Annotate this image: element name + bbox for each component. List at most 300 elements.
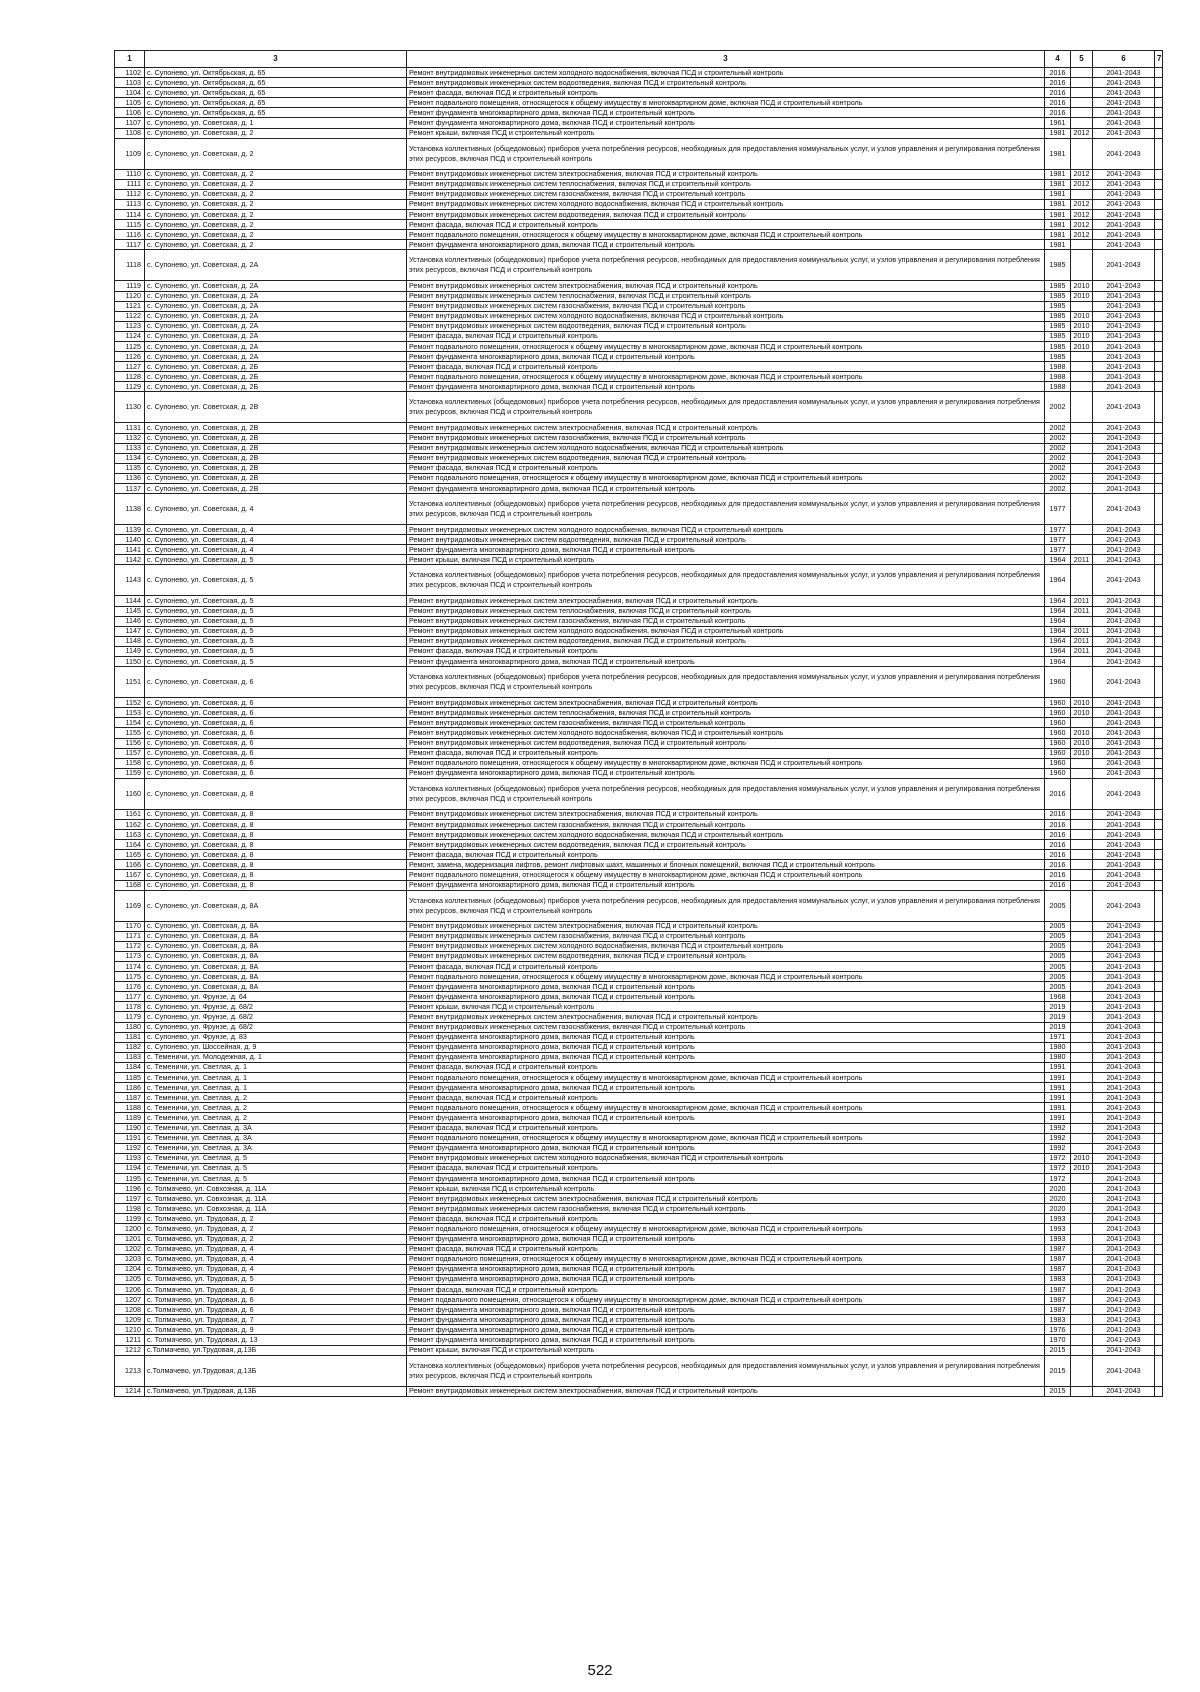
row-number-cell: 1169 [115,890,145,921]
row-number-cell: 1104 [115,88,145,98]
work-type-cell: Ремонт подвального помещения, относящегося к общему имуществу в многоквартирном доме, включая ПСД и строительный контроль [407,1133,1045,1143]
work-type-cell: Ремонт внутридомовых инженерных систем теплоснабжения, включая ПСД и строительный контроль [407,291,1045,301]
planned-period-cell: 2041-2043 [1093,1062,1155,1072]
build-year-cell: 1960 [1045,738,1071,748]
last-repair-year-cell [1071,473,1093,483]
blank-cell [1155,1103,1163,1113]
last-repair-year-cell [1071,1143,1093,1153]
last-repair-year-cell [1071,809,1093,819]
work-type-cell: Ремонт внутридомовых инженерных систем газоснабжения, включая ПСД и строительный контроль [407,819,1045,829]
build-year-cell: 1970 [1045,1335,1071,1345]
planned-period-cell: 2041-2043 [1093,1012,1155,1022]
address-cell: с. Теменичи, ул. Светлая, д. 5 [145,1173,407,1183]
blank-cell [1155,1093,1163,1103]
planned-period-cell: 2041-2043 [1093,748,1155,758]
blank-cell [1155,809,1163,819]
table-row [115,1032,1163,1042]
planned-period-cell: 2041-2043 [1093,210,1155,220]
row-number-cell: 1189 [115,1113,145,1123]
table-row [115,423,1163,433]
blank-cell [1155,708,1163,718]
blank-cell [1155,1153,1163,1163]
build-year-cell: 2005 [1045,972,1071,982]
planned-period-cell: 2041-2043 [1093,1285,1155,1295]
work-type-cell: Ремонт фасада, включая ПСД и строительный контроль [407,1163,1045,1173]
work-type-cell: Установка коллективных (общедомовых) приборов учета потребления ресурсов, необходимых для предоставления коммунальных услуг, и узлов управления и регулирования потребления этих ресурсов, включая ПСД и строительный контроль [407,778,1045,809]
last-repair-year-cell [1071,972,1093,982]
build-year-cell: 1960 [1045,698,1071,708]
blank-cell [1155,1062,1163,1072]
address-cell: с. Супонево, ул. Советская, д. 2А [145,281,407,291]
build-year-cell: 2002 [1045,484,1071,494]
last-repair-year-cell [1071,1264,1093,1274]
work-type-cell: Ремонт фундамента многоквартирного дома, включая ПСД и строительный контроль [407,545,1045,555]
last-repair-year-cell [1071,657,1093,667]
build-year-cell: 1960 [1045,768,1071,778]
last-repair-year-cell [1071,921,1093,931]
last-repair-year-cell [1071,1032,1093,1042]
row-number-cell: 1192 [115,1143,145,1153]
table-row [115,331,1163,341]
work-type-cell: Ремонт фасада, включая ПСД и строительный контроль [407,1285,1045,1295]
build-year-cell: 2016 [1045,809,1071,819]
table-row [115,1285,1163,1295]
address-cell: с. Супонево, ул. Советская, д. 2В [145,443,407,453]
work-type-cell: Установка коллективных (общедомовых) приборов учета потребления ресурсов, необходимых для предоставления коммунальных услуг, и узлов управления и регулирования потребления этих ресурсов, включая ПСД и строительный контроль [407,250,1045,281]
planned-period-cell: 2041-2043 [1093,616,1155,626]
work-type-cell: Ремонт фасада, включая ПСД и строительный контроль [407,1093,1045,1103]
row-number-cell: 1117 [115,240,145,250]
last-repair-year-cell [1071,138,1093,169]
address-cell: с. Толмачево, ул. Трудовая, д. 13 [145,1335,407,1345]
address-cell: с. Толмачево, ул. Трудовая, д. 4 [145,1264,407,1274]
work-type-cell: Ремонт крыши, включая ПСД и строительный контроль [407,1345,1045,1355]
table-row [115,1204,1163,1214]
blank-cell [1155,1113,1163,1123]
build-year-cell: 2016 [1045,850,1071,860]
row-number-cell: 1182 [115,1042,145,1052]
table-row [115,220,1163,230]
header-cell-3: 3 [407,51,1045,68]
address-cell: с. Супонево, ул. Советская, д. 6 [145,758,407,768]
planned-period-cell: 2041-2043 [1093,1244,1155,1254]
last-repair-year-cell [1071,931,1093,941]
blank-cell [1155,636,1163,646]
address-cell: с. Теменичи, ул. Светлая, д. 3А [145,1123,407,1133]
table-row [115,616,1163,626]
work-type-cell: Ремонт внутридомовых инженерных систем водоотведения, включая ПСД и строительный контроль [407,951,1045,961]
blank-cell [1155,860,1163,870]
blank-cell [1155,179,1163,189]
build-year-cell: 2002 [1045,423,1071,433]
table-row [115,291,1163,301]
row-number-cell: 1114 [115,210,145,220]
planned-period-cell: 2041-2043 [1093,1335,1155,1345]
planned-period-cell: 2041-2043 [1093,1173,1155,1183]
row-number-cell: 1103 [115,78,145,88]
build-year-cell: 1972 [1045,1153,1071,1163]
build-year-cell: 1977 [1045,525,1071,535]
work-type-cell: Ремонт фундамента многоквартирного дома, включая ПСД и строительный контроль [407,657,1045,667]
work-type-cell: Ремонт внутридомовых инженерных систем водоотведения, включая ПСД и строительный контроль [407,535,1045,545]
planned-period-cell: 2041-2043 [1093,606,1155,616]
planned-period-cell: 2041-2043 [1093,1214,1155,1224]
work-type-cell: Ремонт фундамента многоквартирного дома, включая ПСД и строительный контроль [407,880,1045,890]
build-year-cell: 2016 [1045,860,1071,870]
last-repair-year-cell: 2011 [1071,555,1093,565]
table-row [115,1254,1163,1264]
build-year-cell: 1960 [1045,728,1071,738]
blank-cell [1155,291,1163,301]
table-row [115,636,1163,646]
build-year-cell: 1987 [1045,1285,1071,1295]
address-cell: с. Супонево, ул. Советская, д. 2 [145,210,407,220]
blank-cell [1155,484,1163,494]
table-row [115,819,1163,829]
build-year-cell: 1981 [1045,169,1071,179]
row-number-cell: 1203 [115,1254,145,1264]
address-cell: с. Супонево, ул. Фрунзе, д. 68/2 [145,1012,407,1022]
build-year-cell: 1991 [1045,1062,1071,1072]
address-cell: с. Супонево, ул. Советская, д. 8А [145,921,407,931]
blank-cell [1155,78,1163,88]
row-number-cell: 1123 [115,321,145,331]
row-number-cell: 1175 [115,972,145,982]
last-repair-year-cell: 2012 [1071,128,1093,138]
address-cell: с. Супонево, ул. Октябрьская, д. 65 [145,68,407,78]
row-number-cell: 1135 [115,463,145,473]
table-row [115,1123,1163,1133]
last-repair-year-cell [1071,1285,1093,1295]
table-row [115,341,1163,351]
last-repair-year-cell: 2012 [1071,230,1093,240]
build-year-cell: 2005 [1045,921,1071,931]
planned-period-cell: 2041-2043 [1093,1355,1155,1386]
address-cell: с.Толмачево, ул.Трудовая, д.13Б [145,1345,407,1355]
last-repair-year-cell [1071,108,1093,118]
build-year-cell: 1981 [1045,179,1071,189]
table-row [115,1103,1163,1113]
address-cell: с. Супонево, ул. Советская, д. 5 [145,657,407,667]
planned-period-cell: 2041-2043 [1093,341,1155,351]
blank-cell [1155,1274,1163,1284]
planned-period-cell: 2041-2043 [1093,1032,1155,1042]
row-number-cell: 1155 [115,728,145,738]
row-number-cell: 1195 [115,1173,145,1183]
address-cell: с. Супонево, ул. Советская, д. 8А [145,890,407,921]
table-row [115,941,1163,951]
blank-cell [1155,331,1163,341]
planned-period-cell: 2041-2043 [1093,1325,1155,1335]
last-repair-year-cell [1071,189,1093,199]
row-number-cell: 1112 [115,189,145,199]
planned-period-cell: 2041-2043 [1093,473,1155,483]
build-year-cell: 2005 [1045,941,1071,951]
table-row [115,1093,1163,1103]
address-cell: с. Супонево, ул. Советская, д. 8А [145,931,407,941]
last-repair-year-cell [1071,98,1093,108]
build-year-cell: 2016 [1045,78,1071,88]
address-cell: с. Супонево, ул. Советская, д. 5 [145,555,407,565]
work-type-cell: Ремонт подвального помещения, относящегося к общему имуществу в многоквартирном доме, включая ПСД и строительный контроль [407,758,1045,768]
last-repair-year-cell [1071,463,1093,473]
blank-cell [1155,748,1163,758]
work-type-cell: Ремонт внутридомовых инженерных систем электроснабжения, включая ПСД и строительный контроль [407,698,1045,708]
last-repair-year-cell [1071,250,1093,281]
address-cell: с. Супонево, ул. Советская, д. 8 [145,850,407,860]
table-row [115,809,1163,819]
work-type-cell: Ремонт внутридомовых инженерных систем электроснабжения, включая ПСД и строительный контроль [407,921,1045,931]
address-cell: с. Супонево, ул. Советская, д. 2 [145,179,407,189]
address-cell: с. Супонево, ул. Советская, д. 4 [145,535,407,545]
last-repair-year-cell [1071,1254,1093,1264]
last-repair-year-cell [1071,1073,1093,1083]
build-year-cell: 1964 [1045,626,1071,636]
build-year-cell: 1977 [1045,545,1071,555]
build-year-cell: 1981 [1045,138,1071,169]
address-cell: с. Супонево, ул. Советская, д. 5 [145,636,407,646]
blank-cell [1155,1234,1163,1244]
blank-cell [1155,667,1163,698]
address-cell: с. Теменичи, ул. Светлая, д. 1 [145,1073,407,1083]
blank-cell [1155,728,1163,738]
address-cell: с. Супонево, ул. Советская, д. 2А [145,301,407,311]
build-year-cell: 1960 [1045,667,1071,698]
table-row [115,982,1163,992]
work-type-cell: Ремонт фундамента многоквартирного дома, включая ПСД и строительный контроль [407,1113,1045,1123]
planned-period-cell: 2041-2043 [1093,982,1155,992]
table-row [115,890,1163,921]
address-cell: с. Супонево, ул. Фрунзе, д. 68/2 [145,1002,407,1012]
blank-cell [1155,1194,1163,1204]
address-cell: с. Супонево, ул. Советская, д. 2В [145,423,407,433]
planned-period-cell: 2041-2043 [1093,1224,1155,1234]
work-type-cell: Ремонт фундамента многоквартирного дома, включая ПСД и строительный контроль [407,240,1045,250]
blank-cell [1155,596,1163,606]
build-year-cell: 1987 [1045,1305,1071,1315]
work-type-cell: Ремонт внутридомовых инженерных систем газоснабжения, включая ПСД и строительный контроль [407,301,1045,311]
table-row [115,1163,1163,1173]
last-repair-year-cell [1071,88,1093,98]
header-cell-5: 5 [1071,51,1093,68]
address-cell: с. Супонево, ул. Советская, д. 2А [145,341,407,351]
planned-period-cell: 2041-2043 [1093,372,1155,382]
address-cell: с. Супонево, ул. Советская, д. 2Б [145,362,407,372]
planned-period-cell: 2041-2043 [1093,189,1155,199]
address-cell: с. Супонево, ул. Советская, д. 8 [145,830,407,840]
planned-period-cell: 2041-2043 [1093,78,1155,88]
blank-cell [1155,1285,1163,1295]
table-row [115,718,1163,728]
build-year-cell: 1964 [1045,606,1071,616]
address-cell: с. Теменичи, ул. Молодежная, д. 1 [145,1052,407,1062]
build-year-cell: 1993 [1045,1214,1071,1224]
work-type-cell: Ремонт фасада, включая ПСД и строительный контроль [407,646,1045,656]
blank-cell [1155,494,1163,525]
blank-cell [1155,240,1163,250]
blank-cell [1155,210,1163,220]
table-row [115,1274,1163,1284]
planned-period-cell: 2041-2043 [1093,1052,1155,1062]
row-number-cell: 1157 [115,748,145,758]
blank-cell [1155,1335,1163,1345]
row-number-cell: 1200 [115,1224,145,1234]
row-number-cell: 1194 [115,1163,145,1173]
address-cell: с. Супонево, ул. Советская, д. 8 [145,809,407,819]
planned-period-cell: 2041-2043 [1093,1153,1155,1163]
last-repair-year-cell [1071,1305,1093,1315]
row-number-cell: 1167 [115,870,145,880]
address-cell: с. Супонево, ул. Советская, д. 2Б [145,382,407,392]
address-cell: с. Толмачево, ул. Трудовая, д. 6 [145,1295,407,1305]
planned-period-cell: 2041-2043 [1093,890,1155,921]
planned-period-cell: 2041-2043 [1093,860,1155,870]
last-repair-year-cell [1071,494,1093,525]
blank-cell [1155,870,1163,880]
last-repair-year-cell [1071,545,1093,555]
build-year-cell: 1988 [1045,372,1071,382]
planned-period-cell: 2041-2043 [1093,992,1155,1002]
address-cell: с. Супонево, ул. Шоссейная, д. 9 [145,1042,407,1052]
blank-cell [1155,1325,1163,1335]
table-row [115,667,1163,698]
table-row [115,596,1163,606]
row-number-cell: 1158 [115,758,145,768]
planned-period-cell: 2041-2043 [1093,951,1155,961]
row-number-cell: 1213 [115,1355,145,1386]
planned-period-cell: 2041-2043 [1093,555,1155,565]
build-year-cell: 1985 [1045,311,1071,321]
row-number-cell: 1183 [115,1052,145,1062]
row-number-cell: 1187 [115,1093,145,1103]
address-cell: с. Супонево, ул. Советская, д. 2 [145,230,407,240]
row-number-cell: 1122 [115,311,145,321]
table-header-row [115,51,1163,68]
last-repair-year-cell: 2010 [1071,1163,1093,1173]
blank-cell [1155,1244,1163,1254]
planned-period-cell: 2041-2043 [1093,1073,1155,1083]
planned-period-cell: 2041-2043 [1093,453,1155,463]
last-repair-year-cell: 2011 [1071,596,1093,606]
address-cell: с. Теменичи, ул. Светлая, д. 2 [145,1093,407,1103]
row-number-cell: 1109 [115,138,145,169]
row-number-cell: 1168 [115,880,145,890]
work-type-cell: Установка коллективных (общедомовых) приборов учета потребления ресурсов, необходимых для предоставления коммунальных услуг, и узлов управления и регулирования потребления этих ресурсов, включая ПСД и строительный контроль [407,138,1045,169]
address-cell: с. Супонево, ул. Советская, д. 5 [145,616,407,626]
row-number-cell: 1186 [115,1083,145,1093]
row-number-cell: 1211 [115,1335,145,1345]
row-number-cell: 1141 [115,545,145,555]
table-row [115,1002,1163,1012]
table-row [115,98,1163,108]
planned-period-cell: 2041-2043 [1093,1264,1155,1274]
table-row [115,1234,1163,1244]
blank-cell [1155,138,1163,169]
blank-cell [1155,281,1163,291]
blank-cell [1155,362,1163,372]
address-cell: с. Толмачево, ул. Трудовая, д. 7 [145,1315,407,1325]
address-cell: с. Супонево, ул. Советская, д. 2 [145,128,407,138]
table-row [115,463,1163,473]
row-number-cell: 1118 [115,250,145,281]
last-repair-year-cell: 2010 [1071,341,1093,351]
address-cell: с. Супонево, ул. Советская, д. 2А [145,321,407,331]
blank-cell [1155,301,1163,311]
row-number-cell: 1176 [115,982,145,992]
blank-cell [1155,626,1163,636]
row-number-cell: 1173 [115,951,145,961]
work-type-cell: Ремонт внутридомовых инженерных систем газоснабжения, включая ПСД и строительный контроль [407,189,1045,199]
build-year-cell: 1960 [1045,758,1071,768]
work-type-cell: Ремонт внутридомовых инженерных систем электроснабжения, включая ПСД и строительный контроль [407,596,1045,606]
table-row [115,210,1163,220]
table-row [115,240,1163,250]
planned-period-cell: 2041-2043 [1093,850,1155,860]
last-repair-year-cell [1071,758,1093,768]
work-type-cell: Ремонт подвального помещения, относящегося к общему имуществу в многоквартирном доме, включая ПСД и строительный контроль [407,1073,1045,1083]
row-number-cell: 1105 [115,98,145,108]
blank-cell [1155,1173,1163,1183]
table-row [115,108,1163,118]
table-row [115,230,1163,240]
last-repair-year-cell [1071,1386,1093,1396]
build-year-cell: 2005 [1045,951,1071,961]
row-number-cell: 1125 [115,341,145,351]
work-type-cell: Ремонт фасада, включая ПСД и строительный контроль [407,1244,1045,1254]
blank-cell [1155,972,1163,982]
blank-cell [1155,1133,1163,1143]
address-cell: с. Супонево, ул. Советская, д. 4 [145,545,407,555]
planned-period-cell: 2041-2043 [1093,1143,1155,1153]
planned-period-cell: 2041-2043 [1093,962,1155,972]
blank-cell [1155,1315,1163,1325]
row-number-cell: 1214 [115,1386,145,1396]
address-cell: с. Супонево, ул. Советская, д. 2В [145,433,407,443]
table-row [115,1022,1163,1032]
work-type-cell: Ремонт подвального помещения, относящегося к общему имуществу в многоквартирном доме, включая ПСД и строительный контроль [407,372,1045,382]
address-cell: с. Супонево, ул. Советская, д. 2В [145,453,407,463]
blank-cell [1155,1214,1163,1224]
table-row [115,372,1163,382]
last-repair-year-cell: 2012 [1071,220,1093,230]
address-cell: с.Толмачево, ул.Трудовая, д.13Б [145,1355,407,1386]
blank-cell [1155,778,1163,809]
work-type-cell: Ремонт крыши, включая ПСД и строительный контроль [407,1184,1045,1194]
planned-period-cell: 2041-2043 [1093,768,1155,778]
work-type-cell: Установка коллективных (общедомовых) приборов учета потребления ресурсов, необходимых для предоставления коммунальных услуг, и узлов управления и регулирования потребления этих ресурсов, включая ПСД и строительный контроль [407,667,1045,698]
address-cell: с. Супонево, ул. Советская, д. 2 [145,189,407,199]
address-cell: с. Супонево, ул. Советская, д. 8А [145,941,407,951]
row-number-cell: 1166 [115,860,145,870]
work-type-cell: Ремонт подвального помещения, относящегося к общему имуществу в многоквартирном доме, включая ПСД и строительный контроль [407,1295,1045,1305]
table-row [115,992,1163,1002]
blank-cell [1155,1254,1163,1264]
build-year-cell: 2015 [1045,1355,1071,1386]
row-number-cell: 1199 [115,1214,145,1224]
work-type-cell: Ремонт внутридомовых инженерных систем водоотведения, включая ПСД и строительный контроль [407,738,1045,748]
header-cell-1: 1 [115,51,145,68]
last-repair-year-cell [1071,1093,1093,1103]
planned-period-cell: 2041-2043 [1093,1123,1155,1133]
work-type-cell: Ремонт фундамента многоквартирного дома, включая ПСД и строительный контроль [407,992,1045,1002]
build-year-cell: 2002 [1045,443,1071,453]
work-type-cell: Ремонт внутридомовых инженерных систем холодного водоснабжения, включая ПСД и строительный контроль [407,941,1045,951]
table-row [115,778,1163,809]
work-type-cell: Ремонт фундамента многоквартирного дома, включая ПСД и строительный контроль [407,352,1045,362]
build-year-cell: 2005 [1045,931,1071,941]
address-cell: с. Супонево, ул. Фрунзе, д. 68/2 [145,1022,407,1032]
blank-cell [1155,525,1163,535]
